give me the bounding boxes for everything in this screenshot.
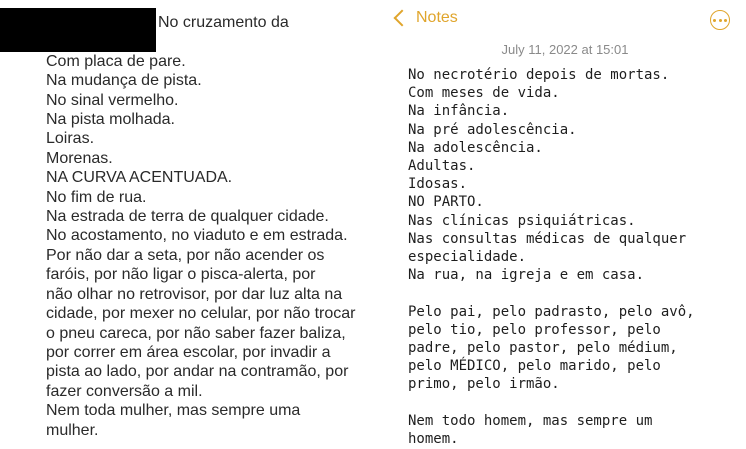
notes-nav-bar [384, 0, 746, 40]
left-line: Por não dar a seta, por não acender os [46, 246, 325, 264]
left-line: No sinal vermelho. [46, 91, 179, 109]
notes-app-panel [384, 0, 746, 449]
left-text-block [46, 13, 376, 440]
left-line: Com placa de pare. [46, 52, 186, 70]
back-button[interactable] [392, 9, 458, 27]
note-line: Na pré adolescência. [408, 121, 577, 138]
note-date: July 11, 2022 at 15:01 [501, 42, 629, 57]
note-line: NO PARTO. [408, 194, 484, 211]
left-line: cidade, por mexer no celular, por não trocar [46, 305, 356, 323]
left-line: o pneu careca, por não saber fazer baliza, [46, 324, 346, 342]
left-line: Loiras. [46, 130, 95, 148]
redaction-block [0, 8, 156, 52]
note-line [408, 394, 744, 412]
left-line: por correr em área escolar, por invadir a [46, 343, 331, 361]
left-line: mulher. [46, 421, 99, 439]
left-line: Na pista molhada. [46, 111, 175, 129]
note-line [408, 284, 744, 302]
note-line: Nas consultas médicas de qualquer [408, 230, 687, 247]
left-line: Na mudança de pista. [46, 72, 202, 90]
note-line: No necrotério depois de mortas. [408, 67, 670, 83]
chevron-left-icon [394, 10, 411, 27]
note-line: Nas clínicas psiquiátricas. [408, 212, 636, 229]
left-line: No cruzamento da [158, 14, 289, 31]
left-line: Morenas. [46, 149, 113, 167]
note-line: especialidade. [408, 249, 527, 266]
left-line: No acostamento, no viaduto e em estrada. [46, 227, 348, 245]
left-line: pista ao lado, por andar na contramão, por [46, 363, 349, 381]
left-line: Nem toda mulher, mas sempre uma [46, 402, 301, 420]
left-line: Na estrada de terra de qualquer cidade. [46, 208, 329, 226]
note-line: Na adolescência. [408, 139, 543, 156]
left-line: não olhar no retrovisor, por dar luz alta na [46, 285, 343, 303]
note-line: padre, pelo pastor, pelo médium, [408, 340, 678, 357]
left-line: No fim de rua. [46, 188, 147, 206]
note-line: Na rua, na igreja e em casa. [408, 267, 645, 284]
note-line: Pelo pai, pelo padrasto, pelo avô, [408, 303, 695, 320]
note-line: Idosas. [408, 176, 468, 193]
more-options-icon[interactable] [710, 10, 730, 30]
left-line: fazer conversão a mil. [46, 382, 203, 400]
note-line: pelo MÉDICO, pelo marido, pelo [408, 358, 661, 375]
note-line: pelo tio, pelo professor, pelo [408, 321, 661, 338]
note-body[interactable] [408, 66, 744, 448]
note-line: primo, pelo irmão. [408, 376, 560, 393]
note-line: Nem todo homem, mas sempre um [408, 412, 653, 429]
note-line: homem. [408, 431, 459, 448]
note-line: Na infância. [408, 103, 510, 120]
left-line: NA CURVA ACENTUADA. [46, 169, 233, 187]
note-line: Com meses de vida. [408, 85, 560, 102]
note-line: Adultas. [408, 158, 476, 175]
back-label: Notes [416, 9, 458, 26]
left-line: faróis, por não ligar o pisca-alerta, por [46, 266, 316, 284]
